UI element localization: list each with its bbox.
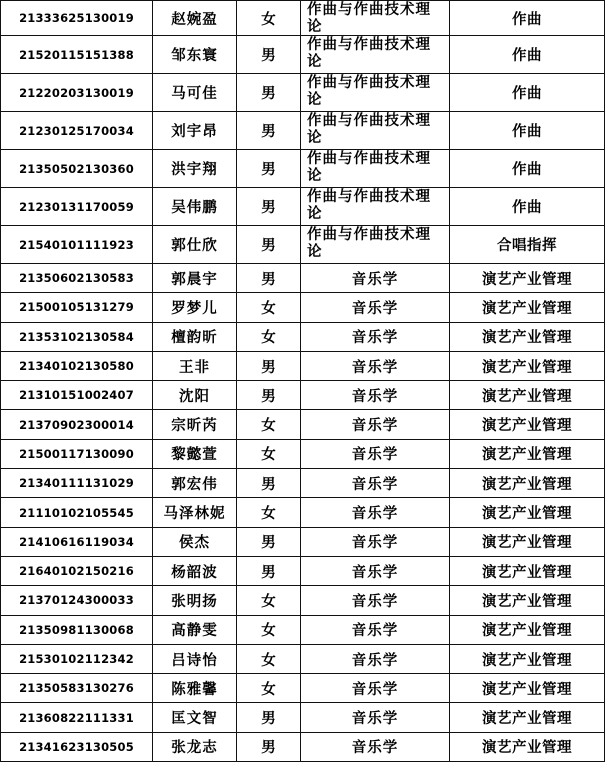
table-row [1,556,605,585]
gender-cell: 男 [237,36,301,74]
gender-cell: 女 [237,615,301,644]
direction-cell: 演艺产业管理 [450,439,605,468]
gender-cell: 女 [237,674,301,703]
table-row [1,615,605,644]
major-cell: 音乐学 [301,439,450,468]
direction-cell: 作曲 [450,1,605,36]
major-cell: 音乐学 [301,469,450,498]
candidate-id-cell: 21410616119034 [1,527,153,556]
direction-cell: 演艺产业管理 [450,674,605,703]
name-cell: 郭晨宇 [153,264,237,293]
direction-cell: 演艺产业管理 [450,264,605,293]
gender-cell: 女 [237,644,301,673]
candidate-id-cell: 21220203130019 [1,74,153,112]
major-cell: 音乐学 [301,293,450,322]
direction-cell: 作曲 [450,74,605,112]
gender-cell: 男 [237,527,301,556]
table-body [1,1,605,762]
gender-cell: 男 [237,556,301,585]
candidate-id-cell: 21341623130505 [1,732,153,761]
name-cell: 吴伟鹏 [153,188,237,226]
name-cell: 侯杰 [153,527,237,556]
direction-cell: 作曲 [450,112,605,150]
name-cell: 马泽林妮 [153,498,237,527]
name-cell: 王非 [153,351,237,380]
major-cell: 作曲与作曲技术理论 [301,226,450,264]
name-cell: 宗昕芮 [153,410,237,439]
table-row [1,732,605,761]
name-cell: 邹东寰 [153,36,237,74]
table-row [1,188,605,226]
major-cell: 音乐学 [301,410,450,439]
table-row [1,381,605,410]
major-cell: 音乐学 [301,586,450,615]
major-cell: 作曲与作曲技术理论 [301,112,450,150]
gender-cell: 女 [237,322,301,351]
candidate-id-cell: 21340111131029 [1,469,153,498]
name-cell: 马可佳 [153,74,237,112]
candidate-id-cell: 21500117130090 [1,439,153,468]
candidate-id-cell: 21340102130580 [1,351,153,380]
table-row [1,351,605,380]
direction-cell: 演艺产业管理 [450,527,605,556]
gender-cell: 女 [237,293,301,322]
table-row [1,150,605,188]
candidate-id-cell: 21540101111923 [1,226,153,264]
major-cell: 音乐学 [301,732,450,761]
name-cell: 杨韶波 [153,556,237,585]
candidate-id-cell: 21500105131279 [1,293,153,322]
major-cell: 音乐学 [301,615,450,644]
candidate-id-cell: 21230131170059 [1,188,153,226]
gender-cell: 女 [237,1,301,36]
gender-cell: 女 [237,439,301,468]
direction-cell: 演艺产业管理 [450,469,605,498]
name-cell: 檀韵昕 [153,322,237,351]
name-cell: 黎懿萱 [153,439,237,468]
major-cell: 音乐学 [301,527,450,556]
direction-cell: 演艺产业管理 [450,644,605,673]
direction-cell: 演艺产业管理 [450,586,605,615]
direction-cell: 合唱指挥 [450,226,605,264]
direction-cell: 演艺产业管理 [450,410,605,439]
name-cell: 罗梦儿 [153,293,237,322]
candidate-id-cell: 21333625130019 [1,1,153,36]
candidate-id-cell: 21350602130583 [1,264,153,293]
direction-cell: 演艺产业管理 [450,351,605,380]
major-cell: 作曲与作曲技术理论 [301,74,450,112]
direction-cell: 作曲 [450,150,605,188]
name-cell: 张明扬 [153,586,237,615]
name-cell: 沈阳 [153,381,237,410]
name-cell: 郭仕欣 [153,226,237,264]
gender-cell: 女 [237,410,301,439]
direction-cell: 演艺产业管理 [450,498,605,527]
candidate-id-cell: 21110102105545 [1,498,153,527]
direction-cell: 演艺产业管理 [450,615,605,644]
gender-cell: 男 [237,351,301,380]
name-cell: 张龙志 [153,732,237,761]
table-row [1,112,605,150]
gender-cell: 男 [237,150,301,188]
direction-cell: 演艺产业管理 [450,322,605,351]
table-row [1,36,605,74]
direction-cell: 演艺产业管理 [450,556,605,585]
candidate-id-cell: 21530102112342 [1,644,153,673]
name-cell: 高静雯 [153,615,237,644]
candidate-id-cell: 21370124300033 [1,586,153,615]
name-cell: 刘宇昂 [153,112,237,150]
table-row [1,264,605,293]
table-row [1,74,605,112]
major-cell: 音乐学 [301,556,450,585]
gender-cell: 男 [237,381,301,410]
table-row [1,322,605,351]
table-row [1,226,605,264]
table-row [1,410,605,439]
gender-cell: 男 [237,264,301,293]
direction-cell: 作曲 [450,36,605,74]
table-row [1,674,605,703]
major-cell: 音乐学 [301,264,450,293]
major-cell: 音乐学 [301,703,450,732]
direction-cell: 作曲 [450,188,605,226]
candidate-id-cell: 21230125170034 [1,112,153,150]
table-row [1,586,605,615]
table-row [1,644,605,673]
major-cell: 音乐学 [301,498,450,527]
candidate-id-cell: 21350502130360 [1,150,153,188]
direction-cell: 演艺产业管理 [450,703,605,732]
direction-cell: 演艺产业管理 [450,381,605,410]
table-row [1,439,605,468]
major-cell: 作曲与作曲技术理论 [301,188,450,226]
table-row [1,1,605,36]
candidate-id-cell: 21640102150216 [1,556,153,585]
candidate-id-cell: 21310151002407 [1,381,153,410]
major-cell: 音乐学 [301,351,450,380]
name-cell: 赵婉盈 [153,1,237,36]
gender-cell: 女 [237,586,301,615]
candidate-id-cell: 21370902300014 [1,410,153,439]
candidate-id-cell: 21350981130068 [1,615,153,644]
table-row [1,703,605,732]
major-cell: 作曲与作曲技术理论 [301,1,450,36]
gender-cell: 女 [237,498,301,527]
table-row [1,527,605,556]
gender-cell: 男 [237,703,301,732]
major-cell: 音乐学 [301,674,450,703]
gender-cell: 男 [237,112,301,150]
name-cell: 吕诗怡 [153,644,237,673]
table-row [1,469,605,498]
candidate-id-cell: 21520115151388 [1,36,153,74]
name-cell: 匡文智 [153,703,237,732]
gender-cell: 男 [237,732,301,761]
major-cell: 音乐学 [301,381,450,410]
table-row [1,498,605,527]
candidate-id-cell: 21360822111331 [1,703,153,732]
candidate-id-cell: 21353102130584 [1,322,153,351]
gender-cell: 男 [237,226,301,264]
direction-cell: 演艺产业管理 [450,293,605,322]
name-cell: 陈雅馨 [153,674,237,703]
name-cell: 郭宏伟 [153,469,237,498]
candidate-id-cell: 21350583130276 [1,674,153,703]
major-cell: 作曲与作曲技术理论 [301,36,450,74]
major-cell: 音乐学 [301,322,450,351]
gender-cell: 男 [237,188,301,226]
table-row [1,293,605,322]
gender-cell: 男 [237,74,301,112]
major-cell: 作曲与作曲技术理论 [301,150,450,188]
gender-cell: 男 [237,469,301,498]
major-cell: 音乐学 [301,644,450,673]
direction-cell: 演艺产业管理 [450,732,605,761]
name-cell: 洪宇翔 [153,150,237,188]
